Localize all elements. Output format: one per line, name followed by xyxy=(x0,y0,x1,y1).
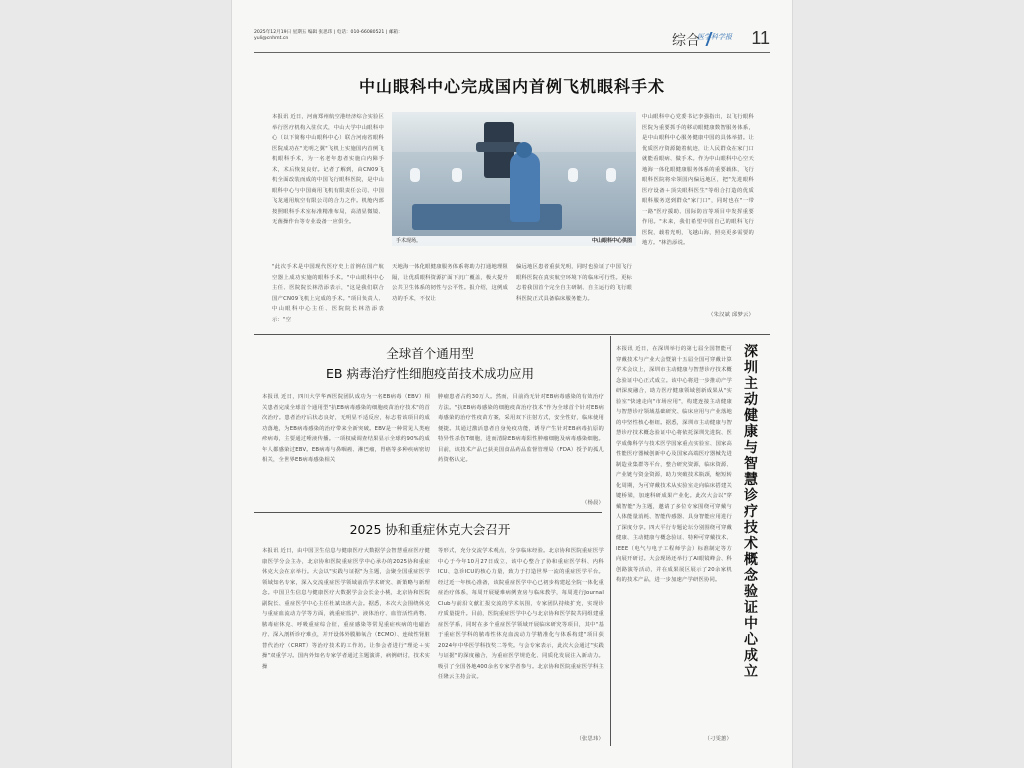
column-divider xyxy=(610,336,611,746)
newspaper-page xyxy=(232,0,792,768)
article2-title-line1: 全球首个通用型 xyxy=(386,346,474,361)
cabin-window xyxy=(452,168,462,182)
article4-body: 本报讯 近日，在深圳举行的第七届全国智能可穿戴技术与产业大会暨第十五届全国可穿戴计算学术会议上，深圳市主动健康与智慧诊疗技术概念验证中心正式成立。该中心将进一步推动产学研深度融合，助力医疗健康领域创新成果从"实验室"快速走向"市场应用"，构建连接主动健康与智慧诊疗领域基础研究、临床应用与产业落地的中坚性核心枢纽。据悉，深圳市主动健康与智慧诊疗技术概念验证中心将依托深圳先进院、医学成像科学与技术医学国家重点实验室、国家高性能医疗器械创新中心及国家高端医疗器械先进制造业集群等平台，整合研究资源，临床资源、产业链与资金资源，助力突破技术瓶颈，缩短转化周期，为可穿戴技术从实验室走向临床搭建关键桥梁，加速科研成果产业化。此次大会以"穿戴智能"为主题，邀请了多位专家围绕可穿戴与人体能量消耗、智能传感器、具身智能应用进行了深度分享。四大平行专题论坛分别围绕可穿戴健康、主动健康与概念验证、特种可穿戴技术、IEEE（电气与电子工程师学会）标准制定等方向展开研讨。大会现场还举行了AI眼镜峰会、科创路演等活动，并在成果展区展示了20余家机构的技术产品，进一步加速产学研医协同。 xyxy=(616,346,732,583)
surgeon-shape xyxy=(510,152,540,222)
article1-col3: 天地海一体化眼健康服务体系将助力打通地理阻隔，让优质眼科资源扩面下沉广覆盖，极大提升公共卫生体系的韧性与公平性。报介绍，这例成功的手术，不仅让 xyxy=(392,264,508,302)
cabin-window xyxy=(410,168,420,182)
photo-caption: 手术现场。 xyxy=(396,238,422,244)
article1-title: 中山眼科中心完成国内首例飞机眼科手术 xyxy=(358,77,665,96)
masthead-brand: 医学科学报 xyxy=(697,33,732,41)
article2-col1: 本报讯 近日，四川大学华西医院团队成功为一名EB病毒（EBV）相关患者完成全球首个通用型"抗EB病毒感染的细胞疫苗治疗技术"的首次治疗。患者治疗后状态良好，无明显不适反应，标志着该项目的成功落地，为EB病毒感染的治疗带来全新突破。EBV是一种常见人类疱疹病毒，主要通过唾液传播。一项权威调查结果显示全球约90%的成年人都感染过EBV。EB病毒与鼻咽癌、淋巴瘤，胃癌等多种疾病密切相关，全世界EB病毒感染相关 xyxy=(262,394,430,463)
section-name: 综合 xyxy=(672,33,700,49)
page-number: 11 xyxy=(751,28,770,48)
article4-byline: （刁雯蕙） xyxy=(704,736,732,742)
page-header xyxy=(254,24,770,53)
photo-credit: 中山眼科中心供图 xyxy=(591,238,632,244)
article3-col1: 本报讯 近日，由中国卫生信息与健康医疗大数据学会智慧重症医疗健康医学分会主办，北京协和医院重症医学中心承办的2025协和重症休克大会在京举行。大会以"实践与证据"为主题，会聚全国重症医学领域知名专家，深入交流重症医学领域前沿学术研究、新策略与新理念。中国卫生信息与健康医疗大数据学会会长金小桃，北京协和医院副院长、重症医学中心主任杜斌出席大会。据悉，本次大会围绕休克与重症血流动力学等方面，就重症监护、液体治疗、血管活性药物、脓毒症休克、呼吸重症综合征，重症感染等常见重症疾病的电磁治疗、深入剖析诊疗难点，并开设体外膜肺氧合（ECMO）、连续性肾脏替代治疗（CRRT）等治疗技术的工作坊。让参会者进行"理论＋实操"双重学习。国内外知名专家学者通过主题演讲，病例研讨，技术实操 xyxy=(262,548,430,670)
surgery-photo xyxy=(392,112,636,246)
article2-byline: （杨晨） xyxy=(582,500,604,506)
surgeon-head-shape xyxy=(516,142,532,158)
article1-col2: "此次手术是中国现代医疗史上首例在国产航空器上成功实施的眼科手术。"中山眼科中心主任、医院院长林浩添表示，"这是我们联合国产CN09飞机上完成的手术。"项目负责人、中山眼科中心主任、医院院长林浩添表示："空 xyxy=(272,264,384,323)
article3-byline: （张思玮） xyxy=(576,736,604,742)
article3-col2: 等形式，充分交流学术观点，分享临床经验。北京协和医院重症医学中心于今年10月27日成立，该中心整合了协和重症医学科、内科ICU、急诊ICU的核心力量，致力于打造世界一流的重症医学平台。经过近一年核心准备，该院重症医学中心已初步构建起全院一体化重症治疗体系，每周开展疑难病例查房与临床教学，每周进行Journal Club与前沿文献汇报交流的学术氛围，专家团队持续扩充，实现诊疗质量提升。目前，医院重症医学中心与北京协和医学院共同组建重症医学系，同时在多个重症医学领域开展临床研究等项目，其中"基于重症医学科的脓毒性休克血流动力学精准化与体系构建"项目获2024年中华医学科技奖二等奖。与会专家表示，此次大会通过"实践与证据"的深度融合，为重症医学规范化、同质化发展注入新动力。吸引了全国各地400余名专家学者参与。北京协和医院重症医学科主任隆云主持会议。 xyxy=(438,548,604,680)
article2-title-line2: EB 病毒治疗性细胞疫苗技术成功应用 xyxy=(326,366,534,381)
article3-title: 2025 协和重症休克大会召开 xyxy=(349,522,511,537)
photo-caption-bar xyxy=(392,236,636,246)
article2-col2: 肿瘤患者占约30万人。然而，目前尚无针对EB病毒感染的有效治疗方法。"抗EB病毒感染的细胞疫苗治疗技术"作为全球首个针对EB病毒感染的治疗性疫苗方案，采用双下注射方式，安全性好，临床使用便捷。其通过激活患者自身免疫功能，诱导产生针对EB病毒抗原的特异性杀伤T细胞，进而清除EB病毒阳性肿瘤细胞及病毒感染细胞。目前，该技术产品已获美国食品药品监督管理局（FDA）授予的孤儿药资格认定。 xyxy=(438,394,604,463)
article4-title: 深圳主动健康与智慧诊疗技术概念验证中心成立 xyxy=(744,344,758,680)
article1-byline: （朱汉斌 邱梦云） xyxy=(708,312,754,318)
article1-col5: 中山眼科中心党委书记李强指出，以飞行眼科医院为重要抓手的移动眼健康数智服务体系，是中山眼科中心服务健康中国的具体举措。让优质医疗资源随着航迹，让人民群众在家门口就能看眼病、做手术。作为中山眼科中心空天地海一体化眼健康服务体系的重要载体，飞行眼科医院将牵领国内偏远地区，把"先进眼科医疗设备＋顶尖眼科医生"等组合打造的优质眼科服务送到群众"家门口"，同时也在"一带一路"医疗援助、国际防盲等项目中发挥重要作用。"未来，我们希望中国自己的眼科飞行医院，载着光明，飞越山海，照亮更多需要的地方。"林浩添说。 xyxy=(642,114,754,246)
cabin-window xyxy=(606,168,616,182)
article1-col1: 本报讯 近日，河南郑州航空港经济综合实验区举行医疗机构入驻仪式，中山大学中山眼科中心（以下简称中山眼科中心）联合河南省眼科医院成功在"光明之翼"飞机上实施国内首例飞机眼科手术，为一名老年患者实施白内障手术，术后恢复良好。记者了解到，由CN09飞机全面改装而成的中国飞行眼科医院，是中山眼科中心与中国商用飞机有限责任公司、中国飞龙通用航空有限公司的合力之作。机舱内部按照眼科手术室标准精准布局，高清显微镜、无菌操作台等专业设备一应俱全。 xyxy=(272,114,384,225)
article1-col4: 偏远地区患者重获光明，同时也验证了中国飞行眼科医院在真实航空环境下的临床可行性。更标志着我国首个完全自主研制、自主运行的飞行眼科医院正式具备临床服务能力。 xyxy=(516,264,632,302)
section-divider xyxy=(254,512,602,513)
section-divider xyxy=(254,334,770,335)
cabin-window xyxy=(568,168,578,182)
header-meta: 2025年12月19日 星期五 编辑 张思玮 | 电话：010-66080521 | 邮箱：yuli@cnhmt.cn xyxy=(254,30,403,41)
